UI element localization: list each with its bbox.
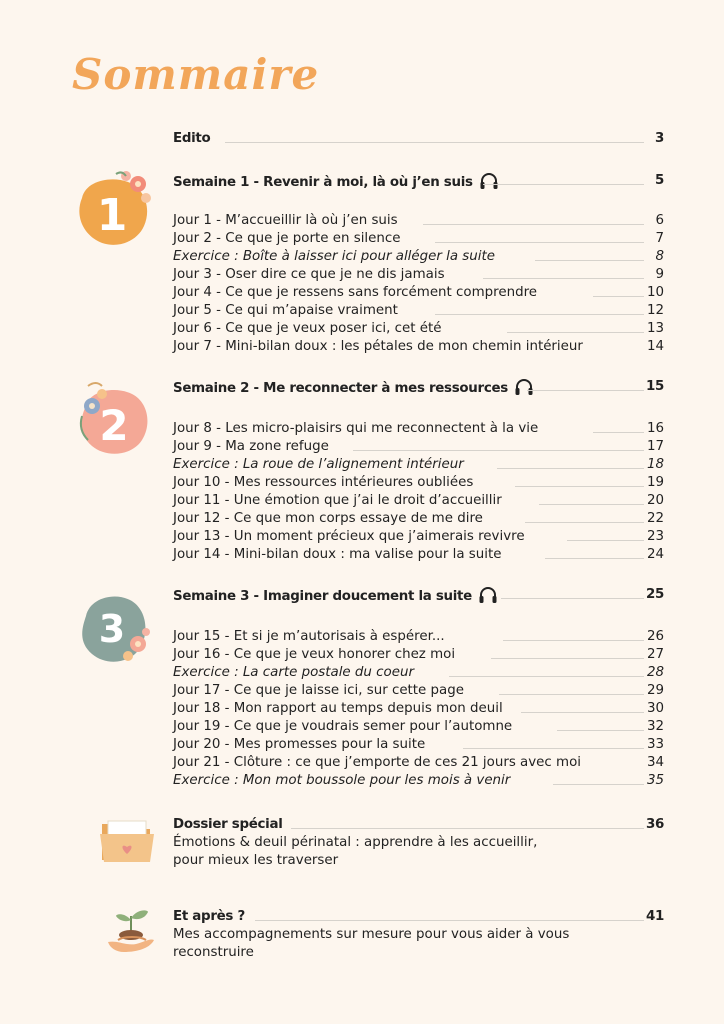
toc-item[interactable]: Jour 3 - Oser dire ce que je ne dis jamais 9	[173, 267, 664, 282]
toc-item[interactable]: Jour 21 - Clôture : ce que j’emporte de ces 21 jours avec moi 34	[173, 755, 664, 770]
toc-item[interactable]: Jour 1 - M’accueillir là où j’en suis 6	[173, 213, 664, 228]
toc-label: Edito	[173, 131, 211, 146]
leader-line	[483, 184, 644, 185]
toc-page: 15	[645, 379, 664, 394]
leader-line	[255, 920, 644, 921]
week-1-badge-icon	[72, 168, 158, 252]
week-3-badge-icon	[76, 588, 154, 668]
leader-line	[225, 142, 644, 143]
apres-description-line-1: Mes accompagnements sur mesure pour vous aider à vous	[173, 927, 570, 942]
toc-item[interactable]: Jour 11 - Une émotion que j’ai le droit d’accueillir 20	[173, 493, 664, 508]
toc-week-1[interactable]	[173, 172, 664, 190]
toc-page: 36	[645, 817, 664, 832]
toc-week-3[interactable]	[173, 586, 664, 604]
leader-line	[291, 828, 644, 829]
toc-label: Semaine 2 - Me reconnecter à mes ressources	[173, 378, 534, 398]
toc-page: 25	[645, 587, 664, 602]
page-title: Sommaire	[72, 50, 320, 99]
toc-item[interactable]: Jour 10 - Mes ressources intérieures oubliées 19	[173, 475, 664, 490]
toc-item[interactable]: Jour 12 - Ce que mon corps essaye de me dire 22	[173, 511, 664, 526]
toc-item[interactable]: Jour 5 - Ce qui m’apaise vraiment 12	[173, 303, 664, 318]
sprout-in-hand-icon	[104, 906, 158, 956]
toc-item[interactable]: Exercice : La carte postale du coeur 28	[173, 665, 664, 680]
week-3-badge-number: 3	[98, 607, 126, 651]
leader-line	[527, 390, 644, 391]
dossier-description-line-1: Émotions & deuil périnatal : apprendre à les accueillir,	[173, 835, 538, 850]
toc-apres[interactable]	[173, 908, 664, 926]
toc-item[interactable]: Jour 15 - Et si je m’autorisais à espérer... 26	[173, 629, 664, 644]
headphones-icon	[514, 378, 534, 396]
toc-page: 3	[654, 131, 664, 146]
toc-dossier[interactable]	[173, 816, 664, 834]
toc-page: 5	[654, 173, 664, 188]
toc-item[interactable]: Jour 18 - Mon rapport au temps depuis mon deuil 30	[173, 701, 664, 716]
toc-label: Et après ?	[173, 909, 245, 924]
toc-item[interactable]: Jour 7 - Mini-bilan doux : les pétales de mon chemin intérieur 14	[173, 339, 664, 354]
toc-item[interactable]: Exercice : Mon mot boussole pour les mois à venir 35	[173, 773, 664, 788]
apres-description-line-2: reconstruire	[173, 945, 254, 960]
dossier-description-line-2: pour mieux les traverser	[173, 853, 339, 868]
toc-item[interactable]: Jour 16 - Ce que je veux honorer chez moi 27	[173, 647, 664, 662]
toc-item[interactable]: Jour 6 - Ce que je veux poser ici, cet été 13	[173, 321, 664, 336]
toc-week-2[interactable]	[173, 378, 664, 396]
toc-edito[interactable]	[173, 130, 664, 148]
headphones-icon	[478, 586, 498, 604]
toc-label: Semaine 3 - Imaginer doucement la suite	[173, 586, 498, 606]
toc-item[interactable]: Jour 2 - Ce que je porte en silence 7	[173, 231, 664, 246]
toc-item[interactable]: Jour 20 - Mes promesses pour la suite 33	[173, 737, 664, 752]
week-2-badge-icon	[74, 376, 154, 460]
week-2-badge-number: 2	[99, 401, 129, 450]
folder-icon	[98, 816, 158, 866]
toc-item[interactable]: Jour 14 - Mini-bilan doux : ma valise pour la suite 24	[173, 547, 664, 562]
toc-item[interactable]: Exercice : Boîte à laisser ici pour alléger la suite 8	[173, 249, 664, 264]
toc-item[interactable]: Exercice : La roue de l’alignement intérieur 18	[173, 457, 664, 472]
toc-page: 41	[645, 909, 664, 924]
toc-item[interactable]: Jour 17 - Ce que je laisse ici, sur cette page 29	[173, 683, 664, 698]
toc-label: Dossier spécial	[173, 817, 283, 832]
headphones-icon	[479, 172, 499, 190]
toc-item[interactable]: Jour 4 - Ce que je ressens sans forcément comprendre 10	[173, 285, 664, 300]
toc-item[interactable]: Jour 13 - Un moment précieux que j’aimerais revivre 23	[173, 529, 664, 544]
toc-label: Semaine 1 - Revenir à moi, là où j’en suis	[173, 172, 499, 192]
week-1-badge-number: 1	[96, 190, 128, 241]
toc-item[interactable]: Jour 9 - Ma zone refuge 17	[173, 439, 664, 454]
leader-line	[501, 598, 644, 599]
toc-item[interactable]: Jour 19 - Ce que je voudrais semer pour l’automne 32	[173, 719, 664, 734]
toc-item[interactable]: Jour 8 - Les micro-plaisirs qui me reconnectent à la vie 16	[173, 421, 664, 436]
